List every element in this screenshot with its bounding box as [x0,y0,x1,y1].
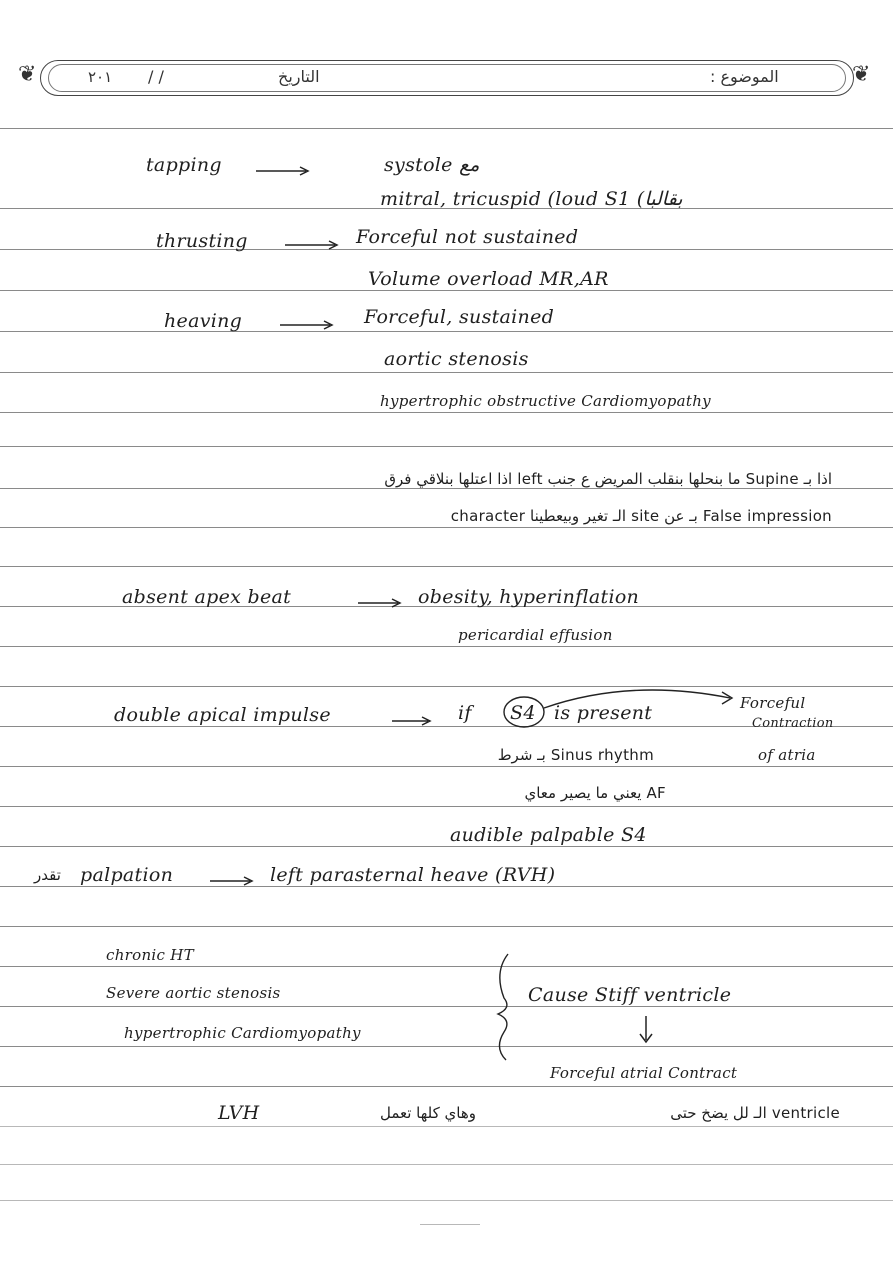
arrow-icon [210,876,260,886]
brace-icon [490,952,520,1062]
ruled-line [0,412,893,413]
ruled-line [0,128,893,129]
note-mitral: mitral, tricuspid (loud S1 (بقالبا [380,188,683,210]
year-suffix: ٢٠١ [88,68,113,86]
ruled-line [0,1200,893,1201]
note-heaving: heaving [164,310,243,332]
page-foot-mark [420,1224,480,1225]
ruled-line [0,1006,893,1007]
arrow-icon [285,240,345,250]
note-cause-stiff: Cause Stiff ventricle [528,984,732,1006]
ruled-line [0,1164,893,1165]
ruled-line [0,249,893,250]
note-tapping: tapping [146,154,222,176]
curved-arrow-icon [540,684,740,714]
ruled-line [0,926,893,927]
date-slots: / / [148,67,164,86]
ruled-line [0,886,893,887]
note-chronic-ht: chronic HT [106,946,194,964]
ruled-line [0,1126,893,1127]
ruled-line [0,966,893,967]
ruled-line [0,766,893,767]
note-supine: اذا بـ Supine ما بنحلها بنقلب المريض ع جنب left اذا اعتلها بنلاقي فرق [384,470,832,488]
note-af: AF يعني ما يصير معاي [524,784,666,802]
ruled-line [0,646,893,647]
down-arrow-icon [636,1016,656,1046]
ruled-line [0,1086,893,1087]
note-palpation: palpation [80,864,174,886]
note-forceful-atrial: Forceful atrial Contract [550,1064,738,1082]
note-double-apical: double apical impulse [114,704,331,726]
note-forceful-sustained: Forceful, sustained [364,306,555,328]
arrow-icon [280,320,340,330]
note-false-impression: False impression بـ عن site الـ تغير وبيعطينا character [450,507,832,525]
ruled-line [0,846,893,847]
ruled-line [0,566,893,567]
note-forceful-c2: Contraction [752,716,834,731]
ruled-line [0,372,893,373]
note-systole: systole مع [384,154,480,176]
note-volume: Volume overload MR,AR [368,268,609,290]
note-lvh-ar: وهاي كلها تعمل [379,1104,476,1122]
ruled-line [0,1046,893,1047]
ruled-line [0,290,893,291]
note-absent-apex: absent apex beat [122,586,292,608]
ornament-left-icon: ❦ [18,62,37,87]
note-hocm: hypertrophic obstructive Cardiomyopathy [380,392,711,410]
note-aortic-stenosis: aortic stenosis [384,348,529,370]
note-palpation-ar: تقدر [34,866,61,884]
note-forceful-c3: of atria [758,746,816,764]
note-forceful-c1: Forceful [740,694,806,712]
ruled-line [0,488,893,489]
note-thrusting: thrusting [156,230,248,252]
ruled-line [0,446,893,447]
note-pericardial: pericardial effusion [458,626,613,644]
ruled-line [0,331,893,332]
note-lvh: LVH [218,1102,260,1124]
note-audible-s4: audible palpable S4 [450,824,647,846]
note-forceful-not: Forceful not sustained [356,226,579,248]
note-if: if [458,702,472,724]
note-obesity: obesity, hyperinflation [418,586,640,608]
date-label: التاريخ [278,67,320,86]
note-left-parasternal: left parasternal heave (RVH) [270,864,556,886]
arrow-icon [358,598,408,608]
subject-label: الموضوع : [710,67,779,86]
arrow-icon [256,166,316,176]
note-s4: S4 [510,702,536,724]
note-sinus-rhythm: Sinus rhythm بـ شرط [497,746,654,764]
note-hcm: hypertrophic Cardiomyopathy [124,1024,361,1042]
ruled-line [0,806,893,807]
ruled-line [0,686,893,687]
arrow-icon [392,716,442,726]
ornament-right-icon: ❦ [852,62,871,87]
note-severe-as: Severe aortic stenosis [106,984,281,1002]
ruled-line [0,527,893,528]
note-is-present: is present [554,702,653,724]
note-ventricle-ar: ventricle الـ لل يضخ حتى [670,1104,840,1122]
